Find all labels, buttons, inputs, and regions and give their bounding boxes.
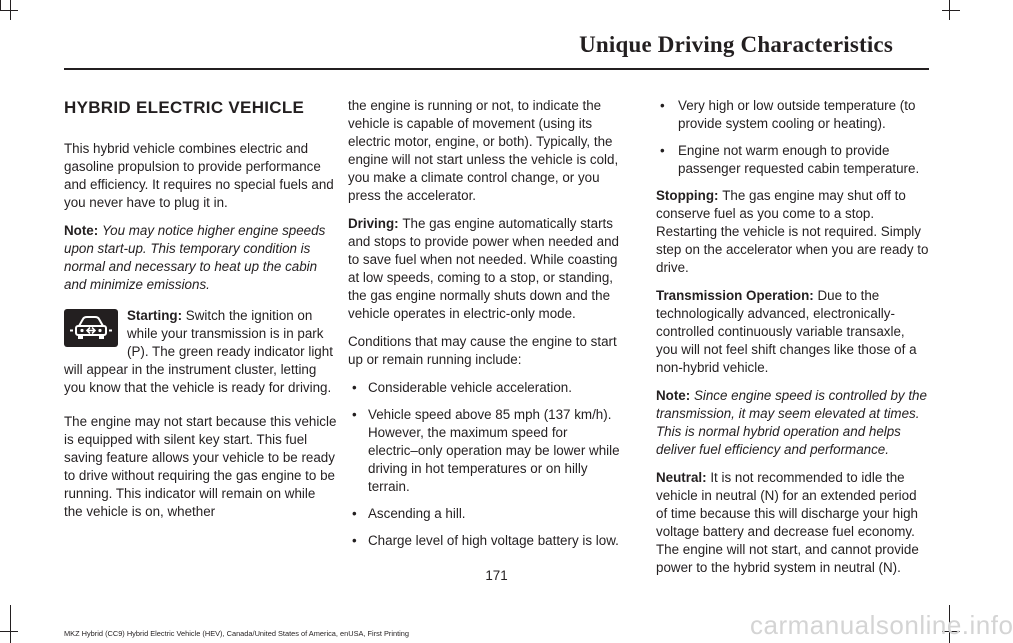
transmission-label: Transmission Operation: — [656, 288, 818, 303]
list-item: • Vehicle speed above 85 mph (137 km/h). However, the maximum speed for electric–only operation may be lower while driving in hot temperatures or on hilly terrain. — [348, 406, 621, 496]
neutral-text: It is not recommended to idle the vehicle in neutral (N) for an extended period of time because this will discharge your high voltage battery and decrease fuel economy. The engine will not start, and cannot provide power to the hybrid system in neutral (N). — [656, 470, 919, 575]
stopping-paragraph — [656, 187, 929, 277]
intro-paragraph: This hybrid vehicle combines electric and gasoline propulsion to provide performance and efficiency. It requires no special fuels and you never have to plug it in. — [64, 141, 334, 210]
starting-paragraph — [64, 307, 337, 397]
crop-mark — [0, 631, 18, 632]
continued-paragraph: the engine is running or not, to indicate the vehicle is capable of movement (using its electric motor, engine, or both). Typically, the engine will not start unless the vehicle is cold, you make a climate control change, or you press the accelerator. — [348, 98, 619, 203]
header-divider — [64, 68, 929, 70]
conditions-intro: Conditions that may cause the engine to start up or remain running include: — [348, 334, 617, 367]
note-text: You may notice higher engine speeds upon start-up. This temporary condition is normal and necessary to heat up the cabin and minimize emissions. — [64, 223, 326, 292]
list-item: • Considerable vehicle acceleration. — [348, 379, 621, 397]
driving-text: The gas engine automatically starts and stops to provide power when needed and to save fuel when not needed. While coasting at low speeds, coming to a stop, or standing, the gas engine normally shuts down and the vehicle operates in electric-only mode. — [348, 216, 619, 321]
crop-mark — [0, 0, 1, 10]
watermark: carmanualsonline.info — [750, 610, 1013, 640]
list-item: • Ascending a hill. — [348, 505, 621, 523]
section-heading: HYBRID ELECTRIC VEHICLE — [64, 98, 305, 117]
note-paragraph — [64, 222, 337, 294]
crop-mark — [942, 10, 960, 11]
stopping-label: Stopping: — [656, 188, 723, 203]
note-text: Since engine speed is controlled by the transmission, it may seem elevated at times. This is normal hybrid operation and helps deliver fuel efficiency and performance. — [656, 388, 927, 457]
driving-label: Driving: — [348, 216, 403, 231]
crop-mark — [10, 605, 11, 643]
neutral-label: Neutral: — [656, 470, 711, 485]
note-paragraph — [656, 387, 929, 459]
transmission-text: Due to the technologically advanced, electronically-controlled continuously variable transaxle, you will not feel shift changes like those of a non-hybrid vehicle. — [656, 288, 917, 375]
column-3 — [656, 97, 929, 587]
list-item: • Very high or low outside temperature (to provide system cooling or heating). — [656, 97, 929, 133]
page-number: 171 — [485, 568, 508, 583]
list-item: • Charge level of high voltage battery is low. — [348, 532, 621, 550]
conditions-list — [348, 379, 621, 550]
note-label: Note: — [656, 388, 694, 403]
starting-label: Starting: — [127, 308, 186, 323]
ready-indicator-icon — [64, 309, 118, 347]
silent-key-paragraph: The engine may not start because this vehicle is equipped with silent key start. This fuel saving feature allows your vehicle to be ready to drive without requiring the gas engine to be running. This indicator will remain on while the vehicle is on, whether — [64, 414, 337, 519]
transmission-paragraph — [656, 287, 929, 377]
page-title: Unique Driving Characteristics — [579, 32, 893, 57]
note-label: Note: — [64, 223, 102, 238]
neutral-paragraph — [656, 469, 929, 577]
list-item: • Engine not warm enough to provide passenger requested cabin temperature. — [656, 142, 929, 178]
crop-mark — [0, 10, 18, 11]
conditions-list-continued — [656, 97, 929, 178]
driving-paragraph — [348, 215, 621, 323]
stopping-text: The gas engine may shut off to conserve fuel as you come to a stop. Restarting the vehicle is not required. Simply step on the accelerator when you are ready to drive. — [656, 188, 929, 275]
column-1 — [64, 97, 337, 531]
printing-info: MKZ Hybrid (CC9) Hybrid Electric Vehicle (HEV), Canada/United States of America, enUSA, First Printing — [64, 629, 410, 638]
column-2 — [348, 97, 621, 559]
starting-text: Switch the ignition on while your transmission is in park (P). The green ready indicator light will appear in the instrument cluster, letting you know that the vehicle is ready for driving. — [64, 308, 333, 395]
